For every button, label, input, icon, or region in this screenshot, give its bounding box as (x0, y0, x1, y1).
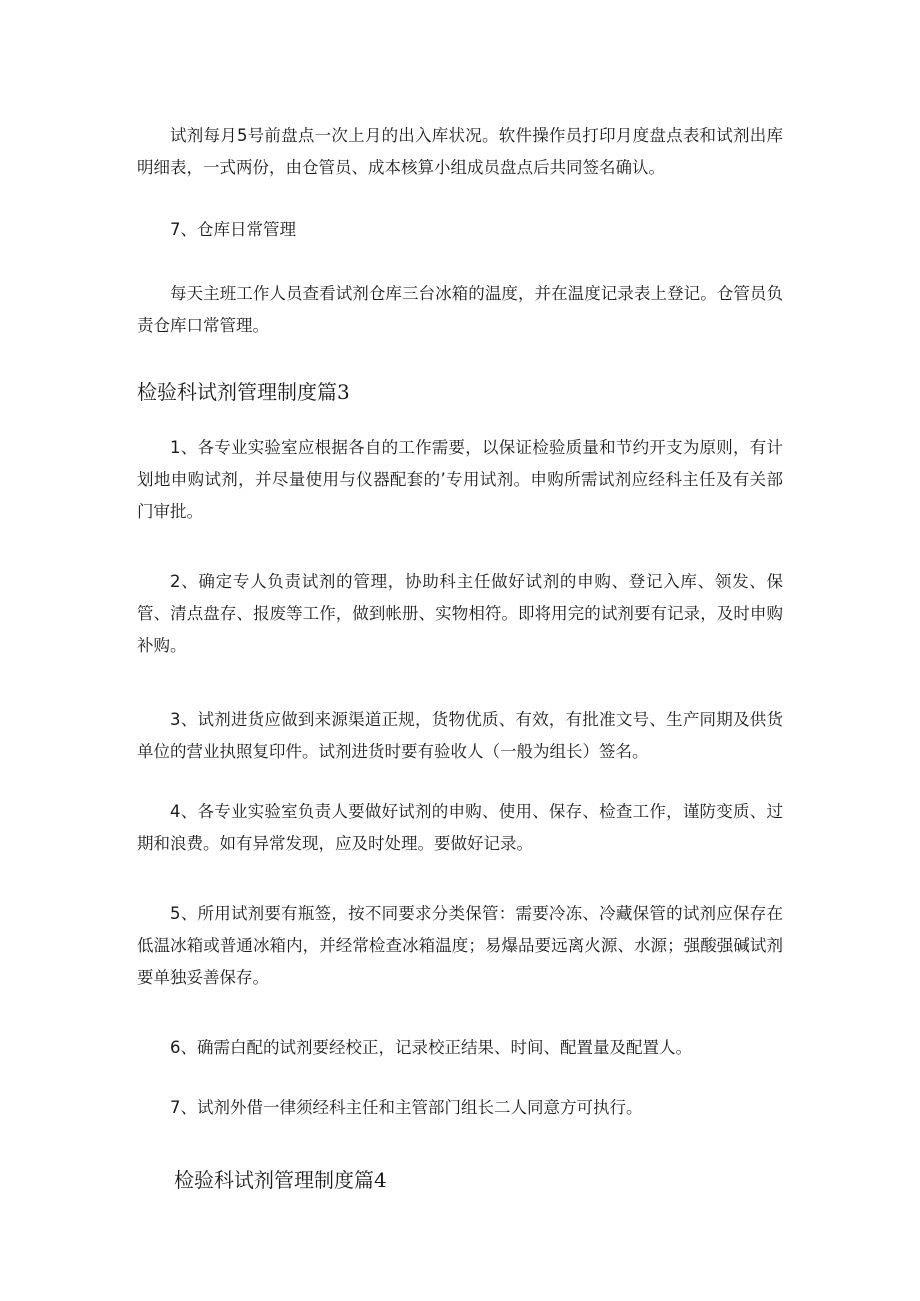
section-3-item-6: 6、确需白配的试剂要经校正，记录校正结果、时间、配置量及配置人。 (170, 1038, 692, 1057)
section-3-item-5: 5、所用试剂要有瓶签，按不同要求分类保管：需要冷冻、冷藏保管的试剂应保存在低温冰箱或普通冰箱内，并经常检查冰箱温度；易爆品要远离火源、水源；强酸强碱试剂要单独妥善保存。 (137, 904, 783, 987)
paragraph-fridge-temperature: 每天主班工作人员查看试剂仓库三台冰箱的温度，并在温度记录表上登记。仓管员负责仓库口常管理。 (137, 284, 783, 335)
section-3-item-4: 4、各专业实验室负责人要做好试剂的申购、使用、保存、检查工作，谨防变质、过期和浪费。如有异常发现，应及时处理。要做好记录。 (137, 802, 783, 853)
section-3-item-7: 7、试剂外借一律须经科主任和主管部门组长二人同意方可执行。 (170, 1098, 643, 1117)
section-3-item-1: 1、各专业实验室应根据各自的工作需要，以保证检验质量和节约开支为原则，有计划地申购试剂，并尽量使用与仪器配套的’专用试剂。申购所需试剂应经科主任及有关部门审批。 (137, 438, 783, 521)
paragraph-monthly-inventory: 试剂每月5号前盘点一次上月的出入库状况。软件操作员打印月度盘点表和试剂出库明细表，一式两份，由仓管员、成本核算小组成员盘点后共同签名确认。 (137, 126, 783, 177)
item-warehouse-daily-management: 7、仓库日常管理 (170, 220, 296, 239)
section-3-item-2: 2、确定专人负责试剂的管理，协助科主任做好试剂的申购、登记入库、领发、保管、清点盘存、报废等工作，做到帐册、实物相符。即将用完的试剂要有记录，及时申购补购。 (137, 572, 783, 655)
section-3-title: 检验科试剂管理制度篇3 (137, 380, 350, 404)
section-4-title: 检验科试剂管理制度篇4 (174, 1168, 387, 1192)
section-3-item-3: 3、试剂进货应做到来源渠道正规，货物优质、有效，有批准文号、生产同期及供货单位的营业执照复印件。试剂进货时要有验收人（一般为组长）签名。 (137, 710, 783, 761)
